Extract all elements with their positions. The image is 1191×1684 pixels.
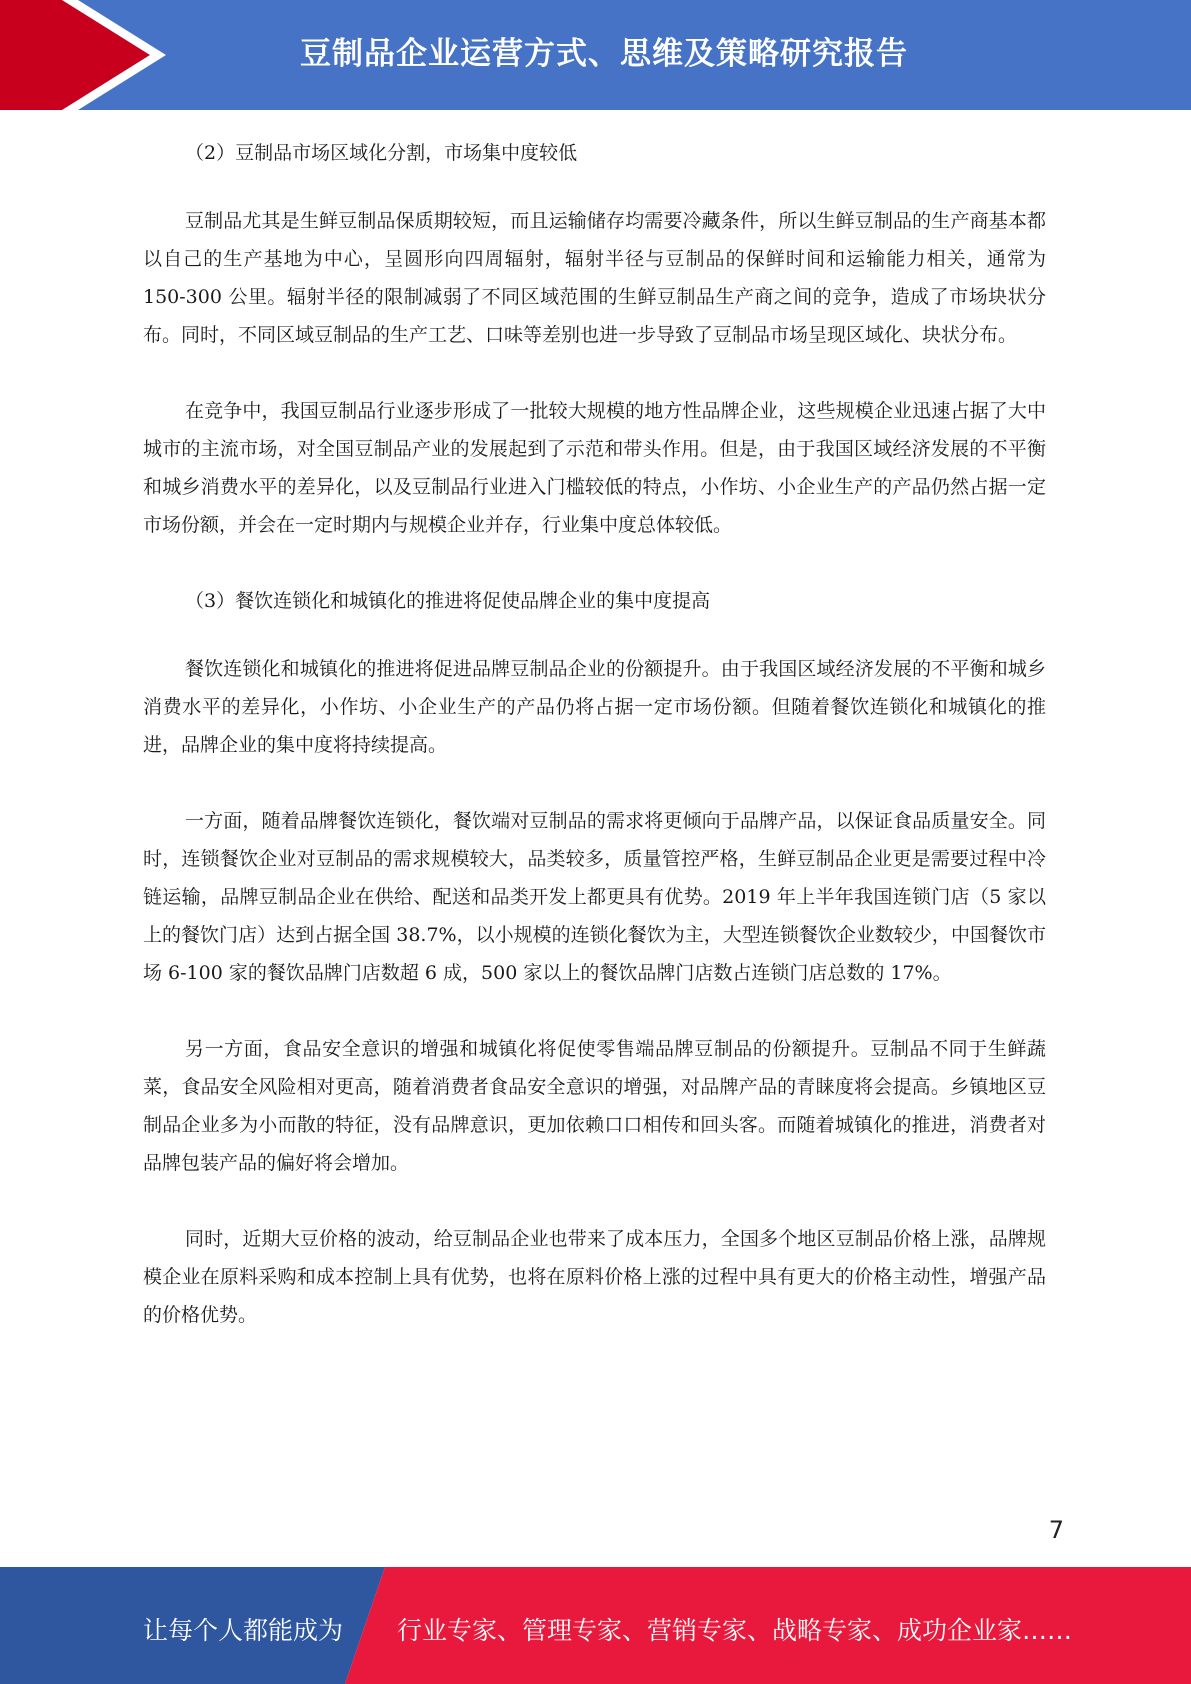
report-body: [143, 134, 1046, 1372]
header-title: 豆制品企业运营方式、思维及策略研究报告: [300, 36, 908, 72]
paragraph-3: 餐饮连锁化和城镇化的推进将促进品牌豆制品企业的份额提升。由于我国区域经济发展的不平衡和城乡消费水平的差异化，小作坊、小企业生产的产品仍将占据一定市场份额。但随着餐饮连锁化和城镇化的推进，品牌企业的集中度将持续提高。: [143, 658, 1046, 756]
footer-slogan-left: 让每个人都能成为: [143, 1616, 344, 1645]
paragraph-2: 在竞争中，我国豆制品行业逐步形成了一批较大规模的地方性品牌企业，这些规模企业迅速占据了大中城市的主流市场，对全国豆制品产业的发展起到了示范和带头作用。但是，由于我国区域经济发展的不平衡和城乡消费水平的差异化，以及豆制品行业进入门槛较低的特点，小作坊、小企业生产的产品仍然占据一定市场份额，并会在一定时期内与规模企业并存，行业集中度总体较低。: [143, 400, 1046, 536]
paragraph-6: 同时，近期大豆价格的波动，给豆制品企业也带来了成本压力，全国多个地区豆制品价格上涨，品牌规模企业在原料采购和成本控制上具有优势，也将在原料价格上涨的过程中具有更大的价格主动性，增强产品的价格优势。: [143, 1228, 1046, 1326]
page-footer: [0, 1567, 1191, 1684]
section-heading-2: （2）豆制品市场区域化分割，市场集中度较低: [185, 142, 578, 164]
page-header: [0, 0, 1191, 110]
footer-slogan-right: 行业专家、管理专家、营销专家、战略专家、成功企业家……: [397, 1616, 1073, 1645]
page-number: 7: [1048, 1516, 1064, 1544]
paragraph-5: 另一方面，食品安全意识的增强和城镇化将促使零售端品牌豆制品的份额提升。豆制品不同于生鲜蔬菜，食品安全风险相对更高，随着消费者食品安全意识的增强，对品牌产品的青睐度将会提高。乡镇地区豆制品企业多为小而散的特征，没有品牌意识，更加依赖口口相传和回头客。而随着城镇化的推进，消费者对品牌包装产品的偏好将会增加。: [143, 1038, 1046, 1174]
paragraph-4: 一方面，随着品牌餐饮连锁化，餐饮端对豆制品的需求将更倾向于品牌产品，以保证食品质量安全。同时，连锁餐饮企业对豆制品的需求规模较大，品类较多，质量管控严格，生鲜豆制品企业更是需要过程中冷链运输，品牌豆制品企业在供给、配送和品类开发上都更具有优势。2019 年上半年我国连锁门店（5 家以上的餐饮门店）达到占据全国 38.7%，以小规模的连锁化餐饮为主，大型连锁餐饮企业数较少，中国餐饮市场 6-100 家的餐饮品牌门店数超 6 成，500 家以上的餐饮品牌门店数占连锁门店总数的 17%。: [143, 810, 1046, 984]
header-arrow-red: [0, 0, 150, 110]
paragraph-1: 豆制品尤其是生鲜豆制品保质期较短，而且运输储存均需要冷藏条件，所以生鲜豆制品的生产商基本都以自己的生产基地为中心，呈圆形向四周辐射，辐射半径与豆制品的保鲜时间和运输能力相关，通常为 150-300 公里。辐射半径的限制减弱了不同区域范围的生鲜豆制品生产商之间的竞争，造成了市场块状分布。同时，不同区域豆制品的生产工艺、口味等差别也进一步导致了豆制品市场呈现区域化、块状分布。: [143, 210, 1046, 346]
section-heading-3: （3）餐饮连锁化和城镇化的推进将促使品牌企业的集中度提高: [185, 590, 711, 612]
